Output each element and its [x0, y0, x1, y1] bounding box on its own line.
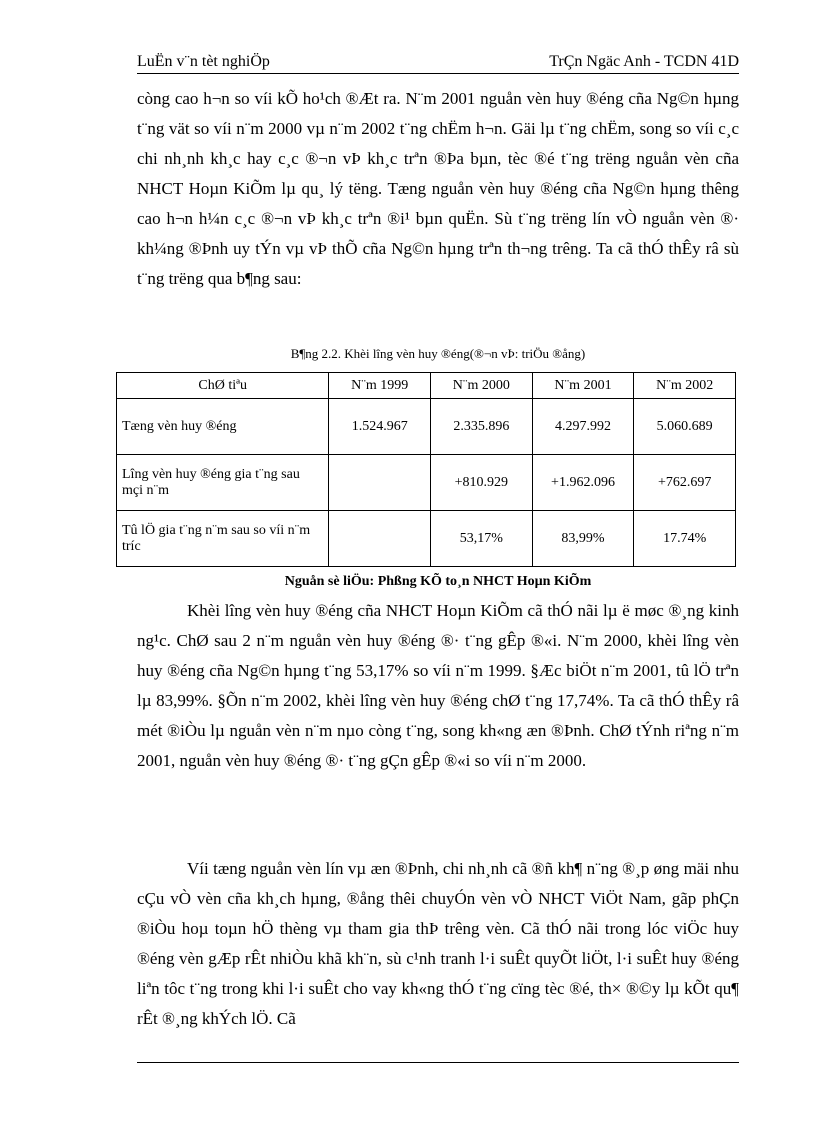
- table-row: [117, 511, 736, 567]
- table-cell: 83,99%: [532, 511, 634, 567]
- header-divider: [137, 73, 739, 74]
- table-header-cell: N¨m 2002: [634, 373, 736, 399]
- table-cell: +1.962.096: [532, 455, 634, 511]
- header-author: TrÇn Ngäc Anh - TCDN 41D: [549, 53, 739, 70]
- table-cell: Tæng vèn huy ®éng: [117, 399, 329, 455]
- table-cell: +762.697: [634, 455, 736, 511]
- table-header-cell: N¨m 2000: [431, 373, 533, 399]
- header-thesis-title: LuËn v¨n tèt nghiÖp: [137, 53, 270, 70]
- table-cell: [329, 455, 431, 511]
- table-source: Nguån sè liÖu: Phßng KÕ to¸n NHCT Hoµn KiÕm: [284, 574, 592, 589]
- paragraph-analysis-text: Khèi lîng vèn huy ®éng cña NHCT Hoµn KiÕm cã thÓ nãi lµ ë møc ®¸ng kinh ng¹c. ChØ sau 2 n¨m nguån vèn huy ®éng ®· t¨ng gÊp ®«i. N¨m 2000, khèi lîng vèn huy ®éng cña Ng©n hµng t¨ng 53,17% so víi n¨m 1999. §Æc biÖt n¨m 2001, tû lÖ trªn lµ 83,99%. §Õn n¨m 2002, khèi lîng vèn huy ®éng chØ t¨ng 17,74%. Ta cã thÓ thÊy râ mét ®iÒu lµ nguån vèn n¨m nµo còng t¨ng, song kh«ng æn ®Þnh. ChØ tÝnh riªng n¨m 2001, nguån vèn huy ®éng ®· t¨ng gÇn gÊp ®«i so víi n¨m 2000.: [137, 601, 739, 770]
- table-caption: B¶ng 2.2. Khèi lîng vèn huy ®éng(®¬n vÞ: triÖu ®ång): [290, 346, 586, 361]
- table-cell: Tû lÖ gia t¨ng n¨m sau so víi n¨m tríc: [117, 511, 329, 567]
- table-row: [117, 455, 736, 511]
- table-cell: 17.74%: [634, 511, 736, 567]
- table-cell: 2.335.896: [431, 399, 533, 455]
- table-cell: 5.060.689: [634, 399, 736, 455]
- paragraph-analysis: [137, 596, 739, 776]
- table-header-cell: N¨m 2001: [532, 373, 634, 399]
- table-header-cell: N¨m 1999: [329, 373, 431, 399]
- table-cell: 4.297.992: [532, 399, 634, 455]
- capital-table: [116, 372, 736, 567]
- table-cell: [329, 511, 431, 567]
- table-cell: 53,17%: [431, 511, 533, 567]
- table-cell: Lîng vèn huy ®éng gia t¨ng sau mçi n¨m: [117, 455, 329, 511]
- table-header-row: [117, 373, 736, 399]
- table-row: [117, 399, 736, 455]
- paragraph-conclusion: [137, 854, 739, 1034]
- table-header-cell: ChØ tiªu: [117, 373, 329, 399]
- table-cell: +810.929: [431, 455, 533, 511]
- footer-divider: [137, 1062, 739, 1063]
- paragraph-conclusion-text: Víi tæng nguån vèn lín vµ æn ®Þnh, chi nh¸nh cã ®ñ kh¶ n¨ng ®¸p øng mäi nhu cÇu vÒ vèn cña kh¸ch hµng, ®ång thêi chuyÓn vèn vÒ NHCT ViÖt Nam, gãp phÇn ®iÒu hoµ toµn hÖ thèng vµ tham gia thÞ trêng vèn. Cã thÓ nãi trong lóc viÖc huy ®éng vèn gÆp rÊt nhiÒu khã kh¨n, sù c¹nh tranh l·i suÊt quyÕt liÖt, l·i suÊt huy ®éng liªn tôc t¨ng trong khi l·i suÊt cho vay kh«ng thÓ t¨ng cïng tèc ®é, th× ®©y lµ kÕt qu¶ rÊt ®¸ng khÝch lÖ. Cã: [137, 859, 739, 1028]
- paragraph-intro: còng cao h¬n so víi kÕ ho¹ch ®Æt ra. N¨m 2001 nguån vèn huy ®éng cña Ng©n hµng t¨ng vät so víi n¨m 2000 vµ n¨m 2002 t¨ng chËm h¬n. Gäi lµ t¨ng chËm, song so víi c¸c chi nh¸nh kh¸c hay c¸c ®¬n vÞ kh¸c trªn ®Þa bµn, tèc ®é t¨ng trëng nguån vèn cña NHCT Hoµn KiÕm lµ qu¸ lý tëng. Tæng nguån vèn huy ®éng cña Ng©n hµng thêng cao h¬n h¼n c¸c ®¬n vÞ kh¸c trªn ®i¹ bµn quËn. Sù t¨ng trëng lín vÒ nguån vèn ®· kh¼ng ®Þnh uy tÝn vµ vÞ thÕ cña Ng©n hµng trªn th¬ng trêng. Ta cã thÓ thÊy râ sù t¨ng trëng qua b¶ng sau:: [137, 89, 739, 288]
- page-header: [137, 52, 739, 72]
- table-cell: 1.524.967: [329, 399, 431, 455]
